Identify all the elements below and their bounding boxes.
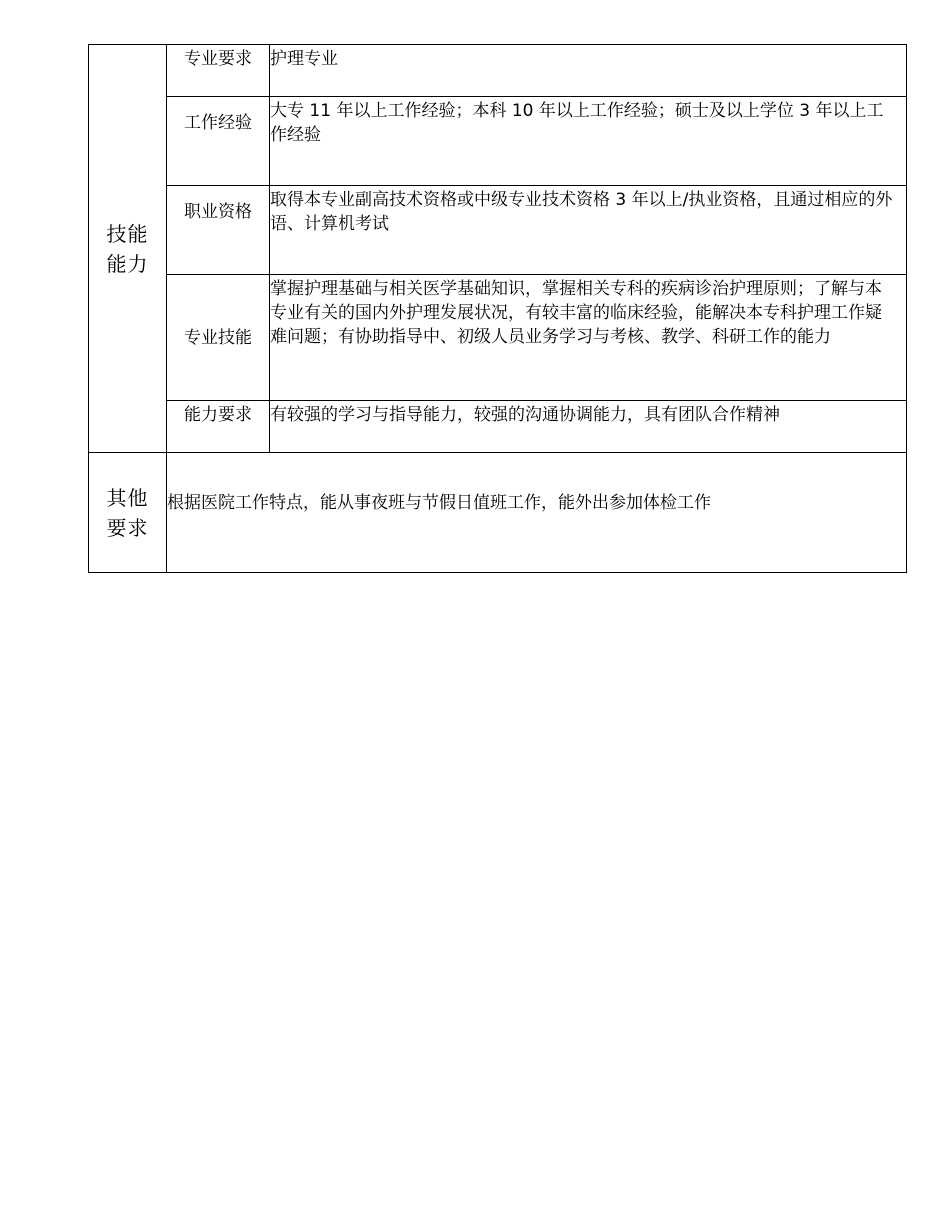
other-label-line2: 要求 [106,515,149,540]
row-label-qualification: 职业资格 [167,186,270,275]
other-group-label [89,453,167,573]
row-label-major: 专业要求 [167,45,270,97]
row-value-qualification: 取得本专业副高技术资格或中级专业技术资格 3 年以上/执业资格，且通过相应的外语、计算机考试 [270,186,907,275]
row-value-professional-skills: 掌握护理基础与相关医学基础知识，掌握相关专科的疾病诊治护理原则；了解与本专业有关的国内外护理发展状况，有较丰富的临床经验，能解决本专科护理工作疑难问题；有协助指导中、初级人员业务学习与考核、教学、科研工作的能力 [270,275,907,401]
row-value-major: 护理专业 [270,45,907,97]
row-value-ability: 有较强的学习与指导能力，较强的沟通协调能力，具有团队合作精神 [270,401,907,453]
skills-label-line1: 技能 [106,221,149,246]
job-requirements-table [88,44,907,573]
skills-group-label [89,45,167,453]
other-requirements-value: 根据医院工作特点，能从事夜班与节假日值班工作，能外出参加体检工作 [167,453,907,573]
skills-label-line2: 能力 [106,251,149,276]
row-label-professional-skills: 专业技能 [167,275,270,401]
table-row [89,97,907,186]
table-row [89,186,907,275]
row-value-experience: 大专 11 年以上工作经验；本科 10 年以上工作经验；硕士及以上学位 3 年以上工作经验 [270,97,907,186]
row-label-ability: 能力要求 [167,401,270,453]
table-row [89,453,907,573]
table-row [89,275,907,401]
table-row [89,401,907,453]
table-row [89,45,907,97]
row-label-experience: 工作经验 [167,97,270,186]
other-label-line1: 其他 [106,485,149,510]
